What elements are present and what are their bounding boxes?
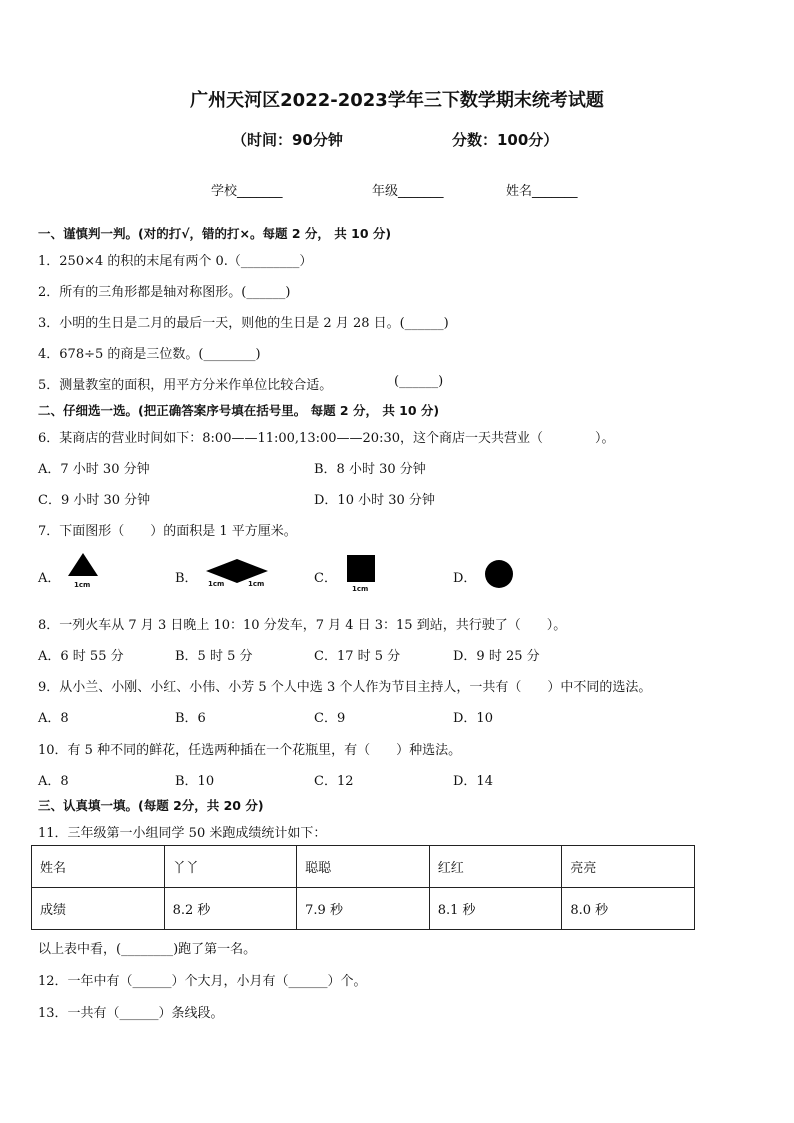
q6-option-b[interactable]: B．8 小时 30 分钟 <box>314 462 426 477</box>
square-shape <box>347 555 375 583</box>
question-3: 3．小明的生日是二月的最后一天，则他的生日是 2 月 28 日。(______) <box>38 316 449 331</box>
q6-option-c[interactable]: C．9 小时 30 分钟 <box>38 493 151 508</box>
q10-option-c[interactable]: C．12 <box>314 774 354 789</box>
q8-option-b[interactable]: B．5 时 5 分 <box>175 649 253 664</box>
table-row <box>32 846 695 888</box>
q10-option-d[interactable]: D．14 <box>453 774 493 789</box>
q6-option-a[interactable]: A．7 小时 30 分钟 <box>38 462 150 477</box>
question-2: 2．所有的三角形都是轴对称图形。(______) <box>38 285 291 300</box>
table-row <box>32 888 695 930</box>
question-11: 11．三年级第一小组同学 50 米跑成绩统计如下： <box>38 826 327 841</box>
question-1: 1．250×4 的积的末尾有两个 0.（_________） <box>38 254 313 269</box>
question-6: 6．某商店的营业时间如下：8:00——11:00,13:00——20:30，这个商店一天共营业（ ）。 <box>38 431 615 446</box>
rhombus-label-left: 1cm <box>208 580 225 588</box>
q10-option-a[interactable]: A．8 <box>38 774 69 789</box>
table-cell: 成绩 <box>32 888 165 930</box>
section3-heading: 三、认真填一填。(每题 2分，共 20 分) <box>38 798 264 813</box>
page-title: 广州天河区2022-2023学年三下数学期末统考试题 <box>190 90 604 111</box>
name-field[interactable]: 姓名_______ <box>506 184 578 199</box>
q7-option-c[interactable]: C． <box>314 571 337 586</box>
q7-option-d[interactable]: D． <box>453 571 477 586</box>
question-13: 13．一共有（______）条线段。 <box>38 1006 224 1021</box>
q6-option-d[interactable]: D．10 小时 30 分钟 <box>314 493 435 508</box>
q9-option-c[interactable]: C．9 <box>314 711 346 726</box>
q8-option-a[interactable]: A．6 时 55 分 <box>38 649 124 664</box>
q7-option-b[interactable]: B． <box>175 571 198 586</box>
triangle-shape <box>66 552 100 580</box>
question-5-blank[interactable]: (______) <box>394 374 444 389</box>
section1-heading: 一、谨慎判一判。(对的打√，错的打×。每题 2 分， 共 10 分) <box>38 226 392 241</box>
circle-shape <box>484 559 514 589</box>
q8-option-c[interactable]: C．17 时 5 分 <box>314 649 401 664</box>
table-cell: 姓名 <box>32 846 165 888</box>
question-9: 9．从小兰、小刚、小红、小伟、小芳 5 个人中选 3 个人作为节目主持人，一共有（ ）中不同的选法。 <box>38 680 652 695</box>
question-5: 5．测量教室的面积，用平方分米作单位比较合适。 <box>38 378 333 393</box>
table-cell: 7.9 秒 <box>297 888 430 930</box>
question-10: 10．有 5 种不同的鲜花，任选两种插在一个花瓶里，有（ ）种选法。 <box>38 743 462 758</box>
table-cell: 8.2 秒 <box>164 888 297 930</box>
square-label: 1cm <box>352 585 369 593</box>
q7-option-a[interactable]: A． <box>38 571 61 586</box>
school-field[interactable]: 学校_______ <box>211 184 283 199</box>
question-4: 4．678÷5 的商是三位数。(________) <box>38 347 261 362</box>
table-cell: 亮亮 <box>562 846 695 888</box>
question-11-tail: 以上表中看，(________)跑了第一名。 <box>38 942 257 957</box>
grade-field[interactable]: 年级_______ <box>372 184 444 199</box>
triangle-label: 1cm <box>74 581 91 589</box>
table-cell: 8.0 秒 <box>562 888 695 930</box>
exam-time: （时间：90分钟 <box>232 131 343 149</box>
section2-heading: 二、仔细选一选。(把正确答案序号填在括号里。 每题 2 分， 共 10 分) <box>38 403 440 418</box>
q9-option-b[interactable]: B．6 <box>175 711 206 726</box>
question-7: 7．下面图形（ ）的面积是 1 平方厘米。 <box>38 524 297 539</box>
q10-option-b[interactable]: B．10 <box>175 774 215 789</box>
exam-score: 分数：100分） <box>452 131 559 149</box>
q9-option-a[interactable]: A．8 <box>38 711 69 726</box>
question-8: 8．一列火车从 7 月 3 日晚上 10：10 分发车，7 月 4 日 3：15 到站，共行驶了（ ）。 <box>38 618 567 633</box>
question-12: 12．一年中有（______）个大月，小月有（______）个。 <box>38 974 367 989</box>
score-table <box>31 845 695 930</box>
rhombus-label-right: 1cm <box>248 580 265 588</box>
table-cell: 丫丫 <box>164 846 297 888</box>
q8-option-d[interactable]: D．9 时 25 分 <box>453 649 540 664</box>
table-cell: 8.1 秒 <box>429 888 562 930</box>
table-cell: 聪聪 <box>297 846 430 888</box>
q9-option-d[interactable]: D．10 <box>453 711 493 726</box>
table-cell: 红红 <box>429 846 562 888</box>
